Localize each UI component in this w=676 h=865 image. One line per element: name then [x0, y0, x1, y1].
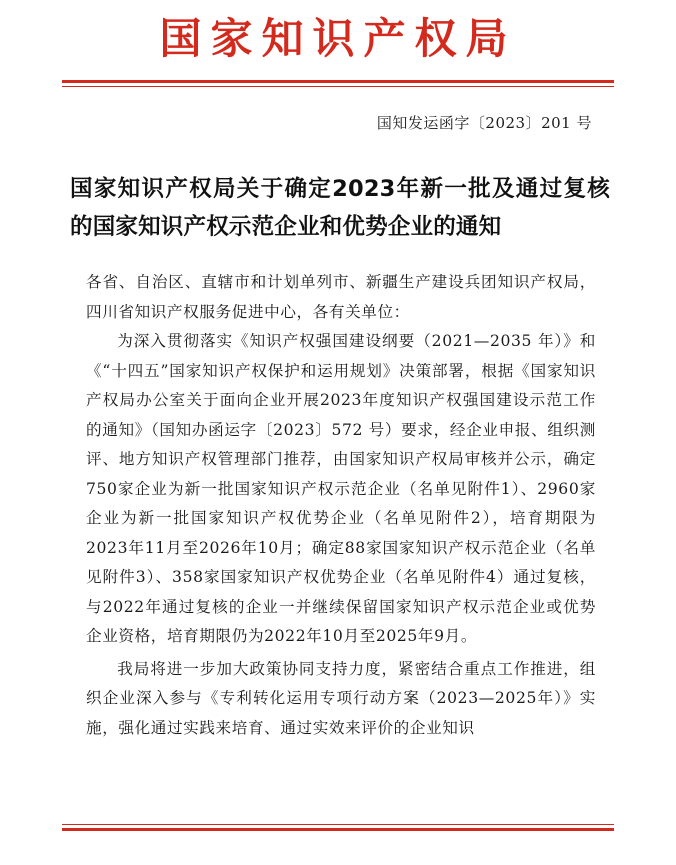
document-body — [86, 268, 596, 743]
footer-rule-thin — [62, 824, 614, 825]
document-title: 国家知识产权局关于确定2023年新一批及通过复核的国家知识产权示范企业和优势企业的通知 — [70, 176, 610, 240]
document-number: 国知发运函字〔2023〕201 号 — [376, 114, 592, 132]
salutation: 各省、自治区、直辖市和计划单列市、新疆生产建设兵团知识产权局，四川省知识产权服务促进中心，各有关单位： — [86, 273, 596, 321]
footer-rule-thick — [62, 828, 614, 831]
body-paragraph-1: 为深入贯彻落实《知识产权强国建设纲要（2021—2035 年）》和《“十四五”国家知识产权保护和运用规划》决策部署，根据《国家知识产权局办公室关于面向企业开展2023年度知识产权强国建设示范工作的通知》（国知办函运字〔2023〕572 号）要求，经企业申报、组织测评、地方知识产权管理部门推荐，由国家知识产权局审核并公示，确定750家企业为新一批国家知识产权示范企业（名单见附件1）、2960家企业为新一批国家知识产权优势企业（名单见附件2），培育期限为2023年11月至2026年10月；确定88家国家知识产权示范企业（名单见附件3）、358家国家知识产权优势企业（名单见附件4）通过复核，与2022年通过复核的企业一并继续保留国家知识产权示范企业或优势企业资格，培育期限仍为2022年10月至2025年9月。 — [86, 332, 596, 645]
body-paragraph-2: 我局将进一步加大政策协同支持力度，紧密结合重点工作推进，组织企业深入参与《专利转化运用专项行动方案（2023—2025年）》实施，强化通过实践来培育、通过实效来评价的企业知识 — [86, 659, 596, 737]
masthead-rule-thick — [62, 80, 614, 83]
masthead-title: 国家知识产权局 — [159, 14, 517, 63]
masthead-rule-thin — [62, 86, 614, 87]
